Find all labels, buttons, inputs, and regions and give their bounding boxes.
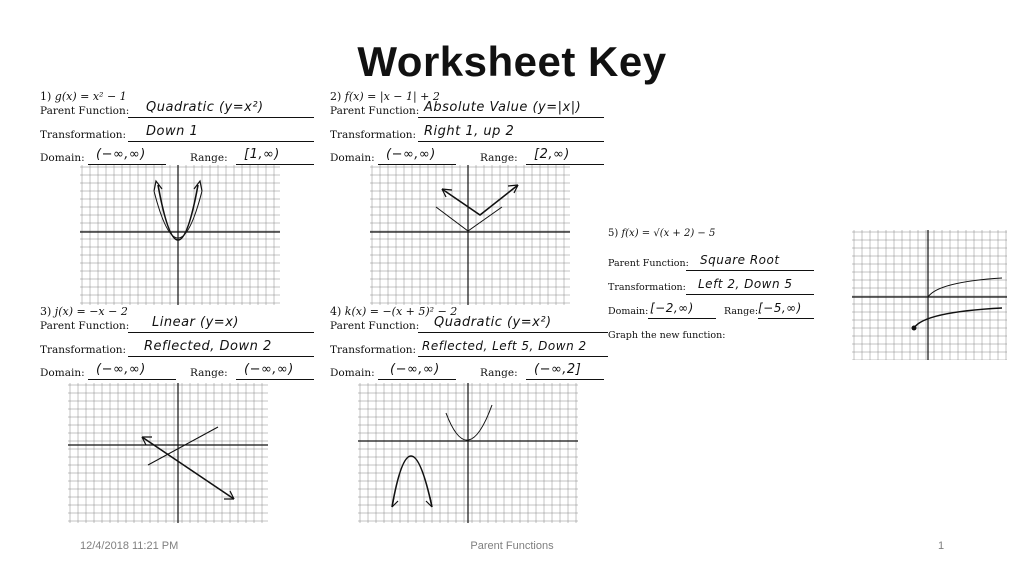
graph-problem-3 — [68, 383, 268, 523]
range-label: Range: — [480, 152, 518, 164]
parabola-curve — [446, 405, 492, 440]
graph-problem-2 — [370, 165, 570, 305]
range-label: Range: — [190, 152, 228, 164]
footer-title: Parent Functions — [470, 540, 554, 552]
transformation-label: Transformation: — [330, 344, 417, 356]
domain-label: Domain: — [608, 306, 649, 317]
problem-5-header: 5) f(x) = √(x + 2) − 5 — [608, 228, 716, 239]
parabola-curve — [392, 456, 432, 507]
domain-answer: (−∞,∞) — [390, 362, 440, 377]
absolute-value-curve — [442, 185, 518, 215]
footer-page-number: 1 — [938, 540, 945, 552]
domain-answer: [−2,∞) — [650, 301, 694, 315]
transformation-answer: Down 1 — [146, 124, 199, 139]
graph-problem-1 — [80, 165, 280, 305]
transformation-label: Transformation: — [40, 344, 127, 356]
linear-line — [148, 427, 218, 465]
transformation-label: Transformation: — [608, 282, 686, 293]
coordinate-grid — [370, 165, 570, 305]
problem-4 — [330, 305, 615, 525]
parent-function-label: Parent Function: — [608, 258, 689, 269]
slide-title: Worksheet Key — [357, 38, 667, 85]
parent-function-label: Parent Function: — [40, 320, 130, 332]
problem-1-header: 1) g(x) = x² − 1 — [40, 90, 127, 103]
range-answer: [−5,∞) — [758, 301, 802, 315]
square-root-curve — [928, 278, 1002, 297]
transformation-answer: Reflected, Down 2 — [144, 339, 272, 354]
domain-label: Domain: — [330, 367, 375, 379]
coordinate-grid — [80, 165, 280, 305]
problem-2-header: 2) f(x) = |x − 1| + 2 — [330, 90, 440, 103]
graph-prompt: Graph the new function: — [608, 330, 726, 341]
parent-function-label: Parent Function: — [330, 105, 420, 117]
parent-function-answer: Square Root — [700, 253, 780, 267]
transformation-label: Transformation: — [330, 129, 417, 141]
range-label: Range: — [190, 367, 228, 379]
parent-function-answer: Quadratic (y=x²) — [434, 315, 552, 330]
graph-problem-4 — [358, 383, 578, 523]
transformation-label: Transformation: — [40, 129, 127, 141]
problem-3-header: 3) j(x) = −x − 2 — [40, 305, 128, 318]
parent-function-answer: Quadratic (y=x²) — [146, 100, 264, 115]
parent-function-answer: Linear (y=x) — [152, 315, 239, 330]
problem-3 — [40, 305, 320, 525]
domain-label: Domain: — [40, 152, 85, 164]
range-answer: [2,∞) — [534, 147, 570, 162]
transformation-answer: Right 1, up 2 — [424, 124, 515, 139]
domain-answer: (−∞,∞) — [96, 362, 146, 377]
parent-function-label: Parent Function: — [330, 320, 420, 332]
transformation-answer: Reflected, Left 5, Down 2 — [422, 339, 587, 353]
parent-function-answer: Absolute Value (y=|x|) — [424, 100, 582, 115]
range-answer: (−∞,2] — [534, 362, 582, 377]
range-answer: (−∞,∞) — [244, 362, 294, 377]
domain-label: Domain: — [330, 152, 375, 164]
arrow-icon — [426, 497, 432, 507]
domain-label: Domain: — [40, 367, 85, 379]
transformation-answer: Left 2, Down 5 — [698, 277, 793, 291]
problem-2 — [330, 90, 610, 305]
linear-line — [142, 437, 234, 499]
footer-date: 12/4/2018 11:21 PM — [80, 540, 179, 552]
graph-problem-5 — [852, 230, 1007, 360]
range-label: Range: — [480, 367, 518, 379]
problem-5 — [608, 228, 828, 348]
problem-1 — [40, 90, 320, 305]
parent-function-label: Parent Function: — [40, 105, 130, 117]
endpoint-dot — [912, 326, 917, 331]
coordinate-grid — [68, 383, 268, 523]
range-label: Range: — [724, 306, 759, 317]
range-answer: [1,∞) — [244, 147, 280, 162]
problem-4-header: 4) k(x) = −(x + 5)² − 2 — [330, 305, 458, 318]
domain-answer: (−∞,∞) — [96, 147, 146, 162]
domain-answer: (−∞,∞) — [386, 147, 436, 162]
